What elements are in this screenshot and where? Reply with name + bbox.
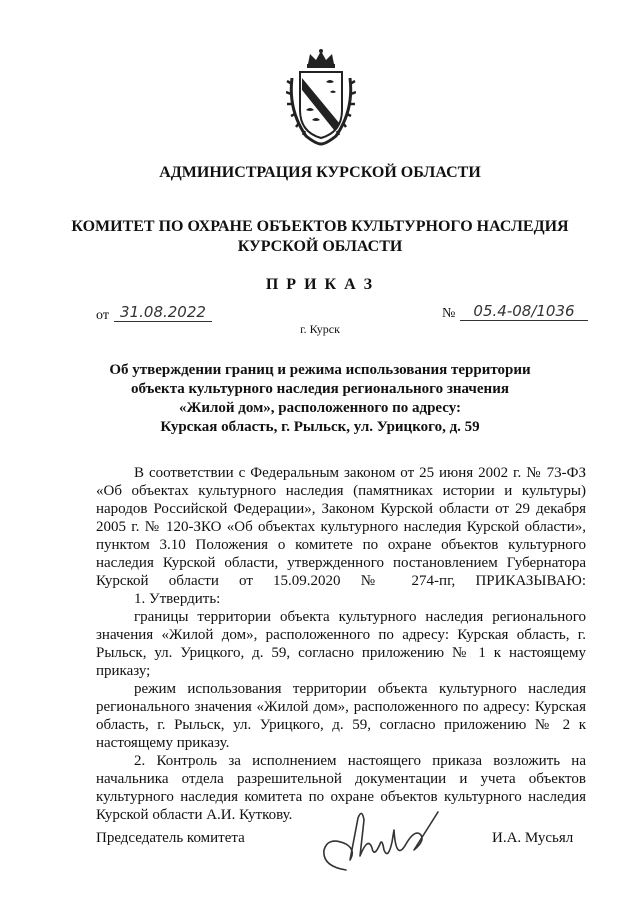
number-value: 05.4-08/1036	[460, 302, 588, 321]
paragraph-regime: режим использования территории объекта культурного наследия регионального значения «Жилой дом», расположенного по адресу: Курская область, г. Рыльск, ул. Урицкого, д. 59, согласно приложению № 2 к настоящему приказу.	[96, 681, 586, 751]
date-prefix: от	[96, 308, 109, 323]
signatory-position: Председатель комитета	[96, 830, 245, 846]
paragraph-basis: В соответствии с Федеральным законом от 25 июня 2002 г. № 73-ФЗ «Об объектах культурного наследия (памятниках истории и культуры) народов Российской Федерации», Законом Курской области от 29 декабря 2005 г. № 120-ЗКО «Об объектах культурного наследия Курской области», пунктом 3.10 Положения о комитете по охране объектов культурного наследия Курской области, утвержденного постановлением Губернатора Курской области от 15.09.2020 № 274-пг, ПРИКАЗЫВАЮ:	[96, 465, 586, 589]
document-type: П Р И К А З	[265, 276, 375, 293]
committee-title-line1: КОМИТЕТ ПО ОХРАНЕ ОБЪЕКТОВ КУЛЬТУРНОГО НАСЛЕДИЯ	[71, 218, 569, 235]
handwritten-signature-icon	[316, 800, 446, 880]
date-value: 31.08.2022	[114, 303, 212, 322]
paragraph-item-1: 1. Утвердить:	[134, 591, 221, 607]
order-title-line4: Курская область, г. Рыльск, ул. Урицкого, д. 59	[160, 419, 480, 435]
paragraph-borders: границы территории объекта культурного наследия регионального значения «Жилой дом», расположенного по адресу: Курская область, г. Рыльск, ул. Урицкого, д. 59, согласно приложению № 1 к настоящему приказу;	[96, 609, 586, 679]
coat-of-arms-icon	[286, 48, 356, 148]
committee-title-line2: КУРСКОЙ ОБЛАСТИ	[237, 238, 403, 255]
number-prefix: №	[442, 306, 456, 321]
order-title-line3: «Жилой дом», расположенного по адресу:	[178, 400, 462, 416]
administration-title: АДМИНИСТРАЦИЯ КУРСКОЙ ОБЛАСТИ	[159, 164, 481, 181]
paragraph-item-2: 2. Контроль за исполнением настоящего приказа возложить на начальника отдела разрешительной документации и учета объектов культурного наследия комитета по охране объектов культурного наследия Курской области А.И. Куткову.	[96, 753, 586, 823]
city-label: г. Курск	[300, 322, 340, 336]
order-title-line1: Об утверждении границ и режима использования территории	[109, 362, 531, 378]
signatory-name: И.А. Мусьял	[492, 830, 574, 846]
order-title-line2: объекта культурного наследия регионального значения	[131, 381, 509, 397]
